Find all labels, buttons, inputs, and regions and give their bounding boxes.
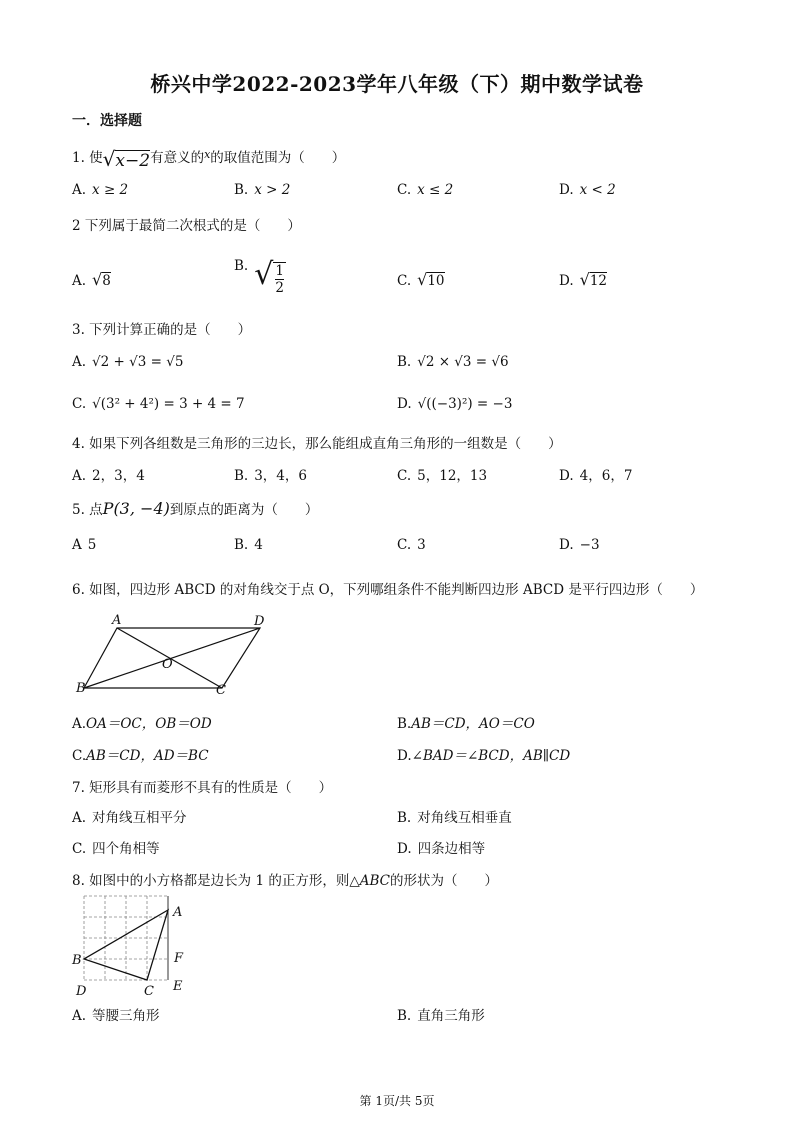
q3-option-c[interactable] <box>72 396 245 412</box>
sqrt-icon: √ <box>92 270 103 289</box>
option-label: B. <box>234 258 249 274</box>
option-text: √2 × √3 = √6 <box>417 354 509 370</box>
option-label: B. <box>397 810 412 826</box>
q2-option-a[interactable] <box>72 270 111 289</box>
sqrt-icon: √ <box>254 257 274 292</box>
question-2-stem: 2 下列属于最简二次根式的是（ ） <box>72 218 301 234</box>
center-label-o: O <box>162 657 173 672</box>
option-text: AB＝CD，AD＝BC <box>86 748 209 764</box>
q2-option-c[interactable] <box>397 270 445 289</box>
option-label: A. <box>72 354 87 370</box>
q8-option-a[interactable] <box>72 1004 160 1024</box>
question-4-stem: 4. 如果下列各组数是三角形的三边长，那么能组成直角三角形的一组数是（ ） <box>72 436 562 452</box>
option-text: 四条边相等 <box>417 841 486 857</box>
q5-post: 到原点的距离为（ ） <box>169 502 319 518</box>
grid-label-e: E <box>173 979 183 994</box>
option-label: B. <box>234 537 249 553</box>
option-label: D. <box>559 182 574 198</box>
option-label: B. <box>234 182 249 198</box>
option-label: B. <box>397 716 412 732</box>
vertex-label-d: D <box>254 614 265 629</box>
grid-triangle-figure <box>70 892 200 1002</box>
q1-option-c[interactable] <box>397 182 453 198</box>
option-text: √((−3)²) = −3 <box>417 396 513 412</box>
q8-option-b[interactable] <box>397 1004 485 1024</box>
sqrt-icon: √ <box>579 270 590 289</box>
q8-prefix: 8. 如图中的小方格都是边长为 1 的正方形，则 <box>72 873 350 889</box>
option-label: D. <box>559 468 574 484</box>
option-text: 对角线互相平分 <box>92 810 187 826</box>
q8-post: 的形状为（ ） <box>389 873 498 889</box>
option-text: 3，4，6 <box>254 468 307 484</box>
option-text: 直角三角形 <box>417 1008 485 1024</box>
q1-post: 的取值范围为（ ） <box>210 150 346 166</box>
section-heading: 一．选择题 <box>72 113 142 129</box>
q1-option-a[interactable] <box>72 182 128 198</box>
q2-option-d[interactable] <box>559 270 607 289</box>
option-text: x ≤ 2 <box>417 182 454 198</box>
option-radicand: 8 <box>102 273 111 289</box>
q1-var: x <box>204 148 211 161</box>
option-label: C. <box>397 273 412 289</box>
option-label: A. <box>72 810 87 826</box>
q6-option-b[interactable] <box>397 712 535 732</box>
option-text: 对角线互相垂直 <box>417 810 512 826</box>
option-label: A. <box>72 273 87 289</box>
vertex-label-a: A <box>112 613 122 628</box>
question-8-stem <box>72 869 498 889</box>
dashed-grid <box>84 896 168 980</box>
option-label: A. <box>72 182 87 198</box>
q1-mid: 有意义的 <box>150 150 205 166</box>
option-label: C. <box>72 841 87 857</box>
q3-option-b[interactable] <box>397 354 509 370</box>
q5-option-b[interactable] <box>234 537 263 553</box>
option-text: 2，3，4 <box>92 468 145 484</box>
q6-option-a[interactable] <box>72 712 212 732</box>
q8-triangle: △ABC <box>349 873 390 889</box>
question-6-stem: 6. 如图，四边形 ABCD 的对角线交于点 O，下列哪组条件不能判断四边形 ABCD 是平行四边形（ ） <box>72 582 704 598</box>
question-5-stem <box>72 498 318 518</box>
option-label: C. <box>72 396 87 412</box>
option-text: x ≥ 2 <box>92 182 129 198</box>
q1-option-b[interactable] <box>234 182 290 198</box>
grid-label-b: B <box>72 953 82 968</box>
question-7-stem: 7. 矩形具有而菱形不具有的性质是（ ） <box>72 780 333 796</box>
option-text: 等腰三角形 <box>92 1008 160 1024</box>
question-3-stem: 3. 下列计算正确的是（ ） <box>72 322 252 338</box>
q7-option-a[interactable] <box>72 806 187 826</box>
option-text: ∠BAD＝∠BCD，AB∥CD <box>411 748 571 764</box>
q2-option-b[interactable] <box>234 258 286 296</box>
option-text: 5 <box>87 537 97 553</box>
option-text: 5，12，13 <box>417 468 488 484</box>
option-label: D. <box>397 841 412 857</box>
sqrt-icon: √ <box>417 270 428 289</box>
option-text: x > 2 <box>254 182 291 198</box>
option-radicand: 12 <box>589 273 608 289</box>
grid-label-a: A <box>173 905 183 920</box>
q4-option-c[interactable] <box>397 464 487 484</box>
option-label: B. <box>234 468 249 484</box>
q7-option-c[interactable] <box>72 837 160 857</box>
fraction-numerator: 1 <box>275 263 284 279</box>
q3-option-d[interactable] <box>397 396 512 412</box>
option-label: C. <box>72 748 87 764</box>
q4-option-d[interactable] <box>559 464 632 484</box>
grid-label-f: F <box>174 951 184 966</box>
triangle-abc <box>84 910 168 980</box>
parallelogram-figure <box>72 610 292 700</box>
option-text: 4，6，7 <box>579 468 633 484</box>
q1-radicand: x−2 <box>115 150 151 171</box>
page-footer: 第 1页/共 5页 <box>359 1094 435 1108</box>
option-label: D. <box>559 537 574 553</box>
option-label: C. <box>397 537 412 553</box>
question-1-stem <box>72 146 345 171</box>
option-label: C. <box>397 468 412 484</box>
option-text: 3 <box>417 537 426 553</box>
q5-option-d[interactable] <box>559 537 600 553</box>
grid-label-d: D <box>76 984 87 999</box>
q3-option-a[interactable] <box>72 354 183 370</box>
fraction-denominator: 2 <box>275 280 284 296</box>
q5-prefix: 5. 点 <box>72 502 103 518</box>
option-label: D. <box>397 748 412 764</box>
option-text: x < 2 <box>579 182 616 198</box>
q6-option-d[interactable] <box>397 744 570 764</box>
option-radicand: 10 <box>427 273 445 289</box>
q1-prefix: 1. 使 <box>72 150 103 166</box>
grid-label-c: C <box>144 984 154 999</box>
q7-option-d[interactable] <box>397 837 485 857</box>
vertex-label-b: B <box>76 681 86 696</box>
option-label: A. <box>72 468 87 484</box>
option-text: √(3² + 4²) = 3 + 4 = 7 <box>92 396 245 412</box>
q5-option-c[interactable] <box>397 537 426 553</box>
option-text: 4 <box>254 537 263 553</box>
q4-option-a[interactable] <box>72 464 145 484</box>
q7-option-b[interactable] <box>397 806 512 826</box>
option-text: 四个角相等 <box>92 841 160 857</box>
option-label: A. <box>72 716 87 732</box>
q1-option-d[interactable] <box>559 182 616 198</box>
option-text: −3 <box>579 537 600 553</box>
option-label: A. <box>72 1008 87 1024</box>
option-label: A <box>72 537 82 553</box>
q5-option-a[interactable] <box>72 537 96 553</box>
page-title: 桥兴中学2022-2023学年八年级（下）期中数学试卷 <box>150 72 644 96</box>
option-label: D. <box>397 396 412 412</box>
option-text: √2 + √3 = √5 <box>92 354 184 370</box>
q4-option-b[interactable] <box>234 464 307 484</box>
vertex-label-c: C <box>216 683 226 698</box>
sqrt-expression: √x−2 <box>102 146 151 171</box>
option-label: B. <box>397 354 412 370</box>
option-text: OA＝OC，OB＝OD <box>86 716 212 732</box>
option-text: AB＝CD，AO＝CO <box>411 716 535 732</box>
q5-point: P(3, −4) <box>102 499 170 518</box>
option-label: B. <box>397 1008 412 1024</box>
q6-option-c[interactable] <box>72 744 209 764</box>
option-label: D. <box>559 273 574 289</box>
option-label: C. <box>397 182 412 198</box>
